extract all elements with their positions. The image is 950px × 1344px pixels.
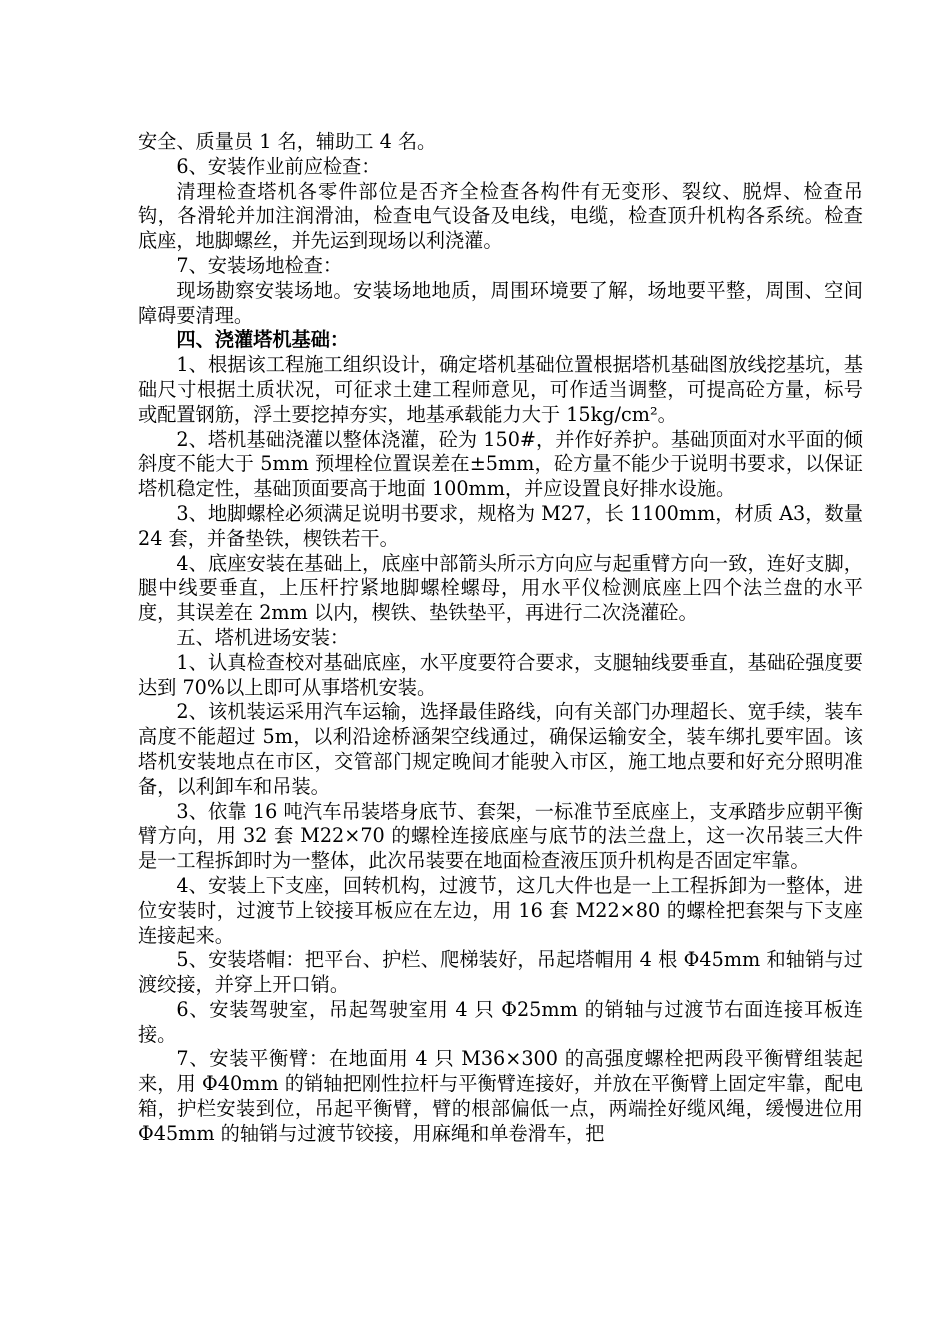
- paragraph: 清理检查塔机各零件部位是否齐全检查各构件有无变形、裂纹、脱焊、检查吊钩，各滑轮并加注润滑油，检查电气设备及电线，电缆，检查顶升机构各系统。检查底座，地脚螺丝，并先运到现场以利浇灌。: [138, 179, 863, 253]
- document-body: [138, 130, 863, 1147]
- paragraph: 4、底座安装在基础上，底座中部箭头所示方向应与起重臂方向一致，连好支脚，腿中线要垂直，上压杆拧紧地脚螺栓螺母，用水平仪检测底座上四个法兰盘的水平度，其误差在 2mm 以内，楔铁、垫铁垫平，再进行二次浇灌砼。: [138, 551, 863, 625]
- paragraph: 安全、质量员 1 名，辅助工 4 名。: [138, 130, 437, 153]
- paragraph: 7、安装平衡臂：在地面用 4 只 M36×300 的高强度螺栓把两段平衡臂组装起来，用 Φ40mm 的销轴把刚性拉杆与平衡臂连接好，并放在平衡臂上固定牢靠，配电箱，护栏安装到位，吊起平衡臂，臂的根部偏低一点，两端拴好缆风绳，缓慢进位用 Φ45mm 的轴销与过渡节铰接，用麻绳和单卷滑车，把: [138, 1047, 863, 1145]
- paragraph: 1、认真检查校对基础底座，水平度要符合要求，支腿轴线要垂直，基础砼强度要达到 70%以上即可从事塔机安装。: [138, 650, 863, 699]
- paragraph: 6、安装作业前应检查：: [176, 154, 381, 178]
- section-heading: 四、浇灌塔机基础：: [176, 328, 350, 352]
- paragraph: 3、依靠 16 吨汽车吊装塔身底节、套架，一标准节至底座上，支承踏步应朝平衡臂方向，用 32 套 M22×70 的螺栓连接底座与底节的法兰盘上，这一次吊装三大件是一工程拆卸时为一整体，此次吊装要在地面检查液压顶升机构是否固定牢靠。: [138, 799, 863, 873]
- section-heading: 五、塔机进场安装：: [176, 625, 350, 649]
- paragraph: 7、安装场地检查：: [176, 253, 343, 277]
- paragraph: 4、安装上下支座，回转机构，过渡节，这几大件也是一上工程拆卸为一整体，进位安装时，过渡节上铰接耳板应在左边，用 16 套 M22×80 的螺栓把套架与下支座连接起来。: [138, 873, 863, 947]
- paragraph: 1、根据该工程施工组织设计，确定塔机基础位置根据塔机基础图放线挖基坑，基础尺寸根据土质状况，可征求土建工程师意见，可作适当调整，可提高砼方量，标号或配置钢筋，浮土要挖掉夯实，地基承载能力大于 15kg/cm²。: [138, 353, 863, 426]
- paragraph: 3、地脚螺栓必须满足说明书要求，规格为 M27，长 1100mm，材质 A3，数量 24 套，并备垫铁，楔铁若干。: [138, 501, 863, 550]
- paragraph: 5、安装塔帽：把平台、护栏、爬梯装好，吊起塔帽用 4 根 Φ45mm 和轴销与过渡绞接，并穿上开口销。: [138, 948, 863, 997]
- paragraph: 现场勘察安装场地。安装场地地质，周围环境要了解，场地要平整，周围、空间障碍要清理。: [138, 278, 863, 327]
- paragraph: 2、塔机基础浇灌以整体浇灌，砼为 150#，并作好养护。基础顶面对水平面的倾斜度不能大于 5mm 预埋栓位置误差在±5mm，砼方量不能少于说明书要求，以保证塔机稳定性，基础顶面要高于地面 100mm，并应设置良好排水设施。: [138, 427, 863, 501]
- paragraph: 6、安装驾驶室，吊起驾驶室用 4 只 Φ25mm 的销轴与过渡节右面连接耳板连接。: [138, 997, 863, 1046]
- paragraph: 2、该机装运采用汽车运输，选择最佳路线，向有关部门办理超长、宽手续，装车高度不能超过 5m，以利沿途桥涵架空线通过，确保运输安全，装车绑扎要牢固。该塔机安装地点在市区，交管部门规定晚间才能驶入市区，施工地点要和好充分照明准备，以利卸车和吊装。: [138, 700, 863, 798]
